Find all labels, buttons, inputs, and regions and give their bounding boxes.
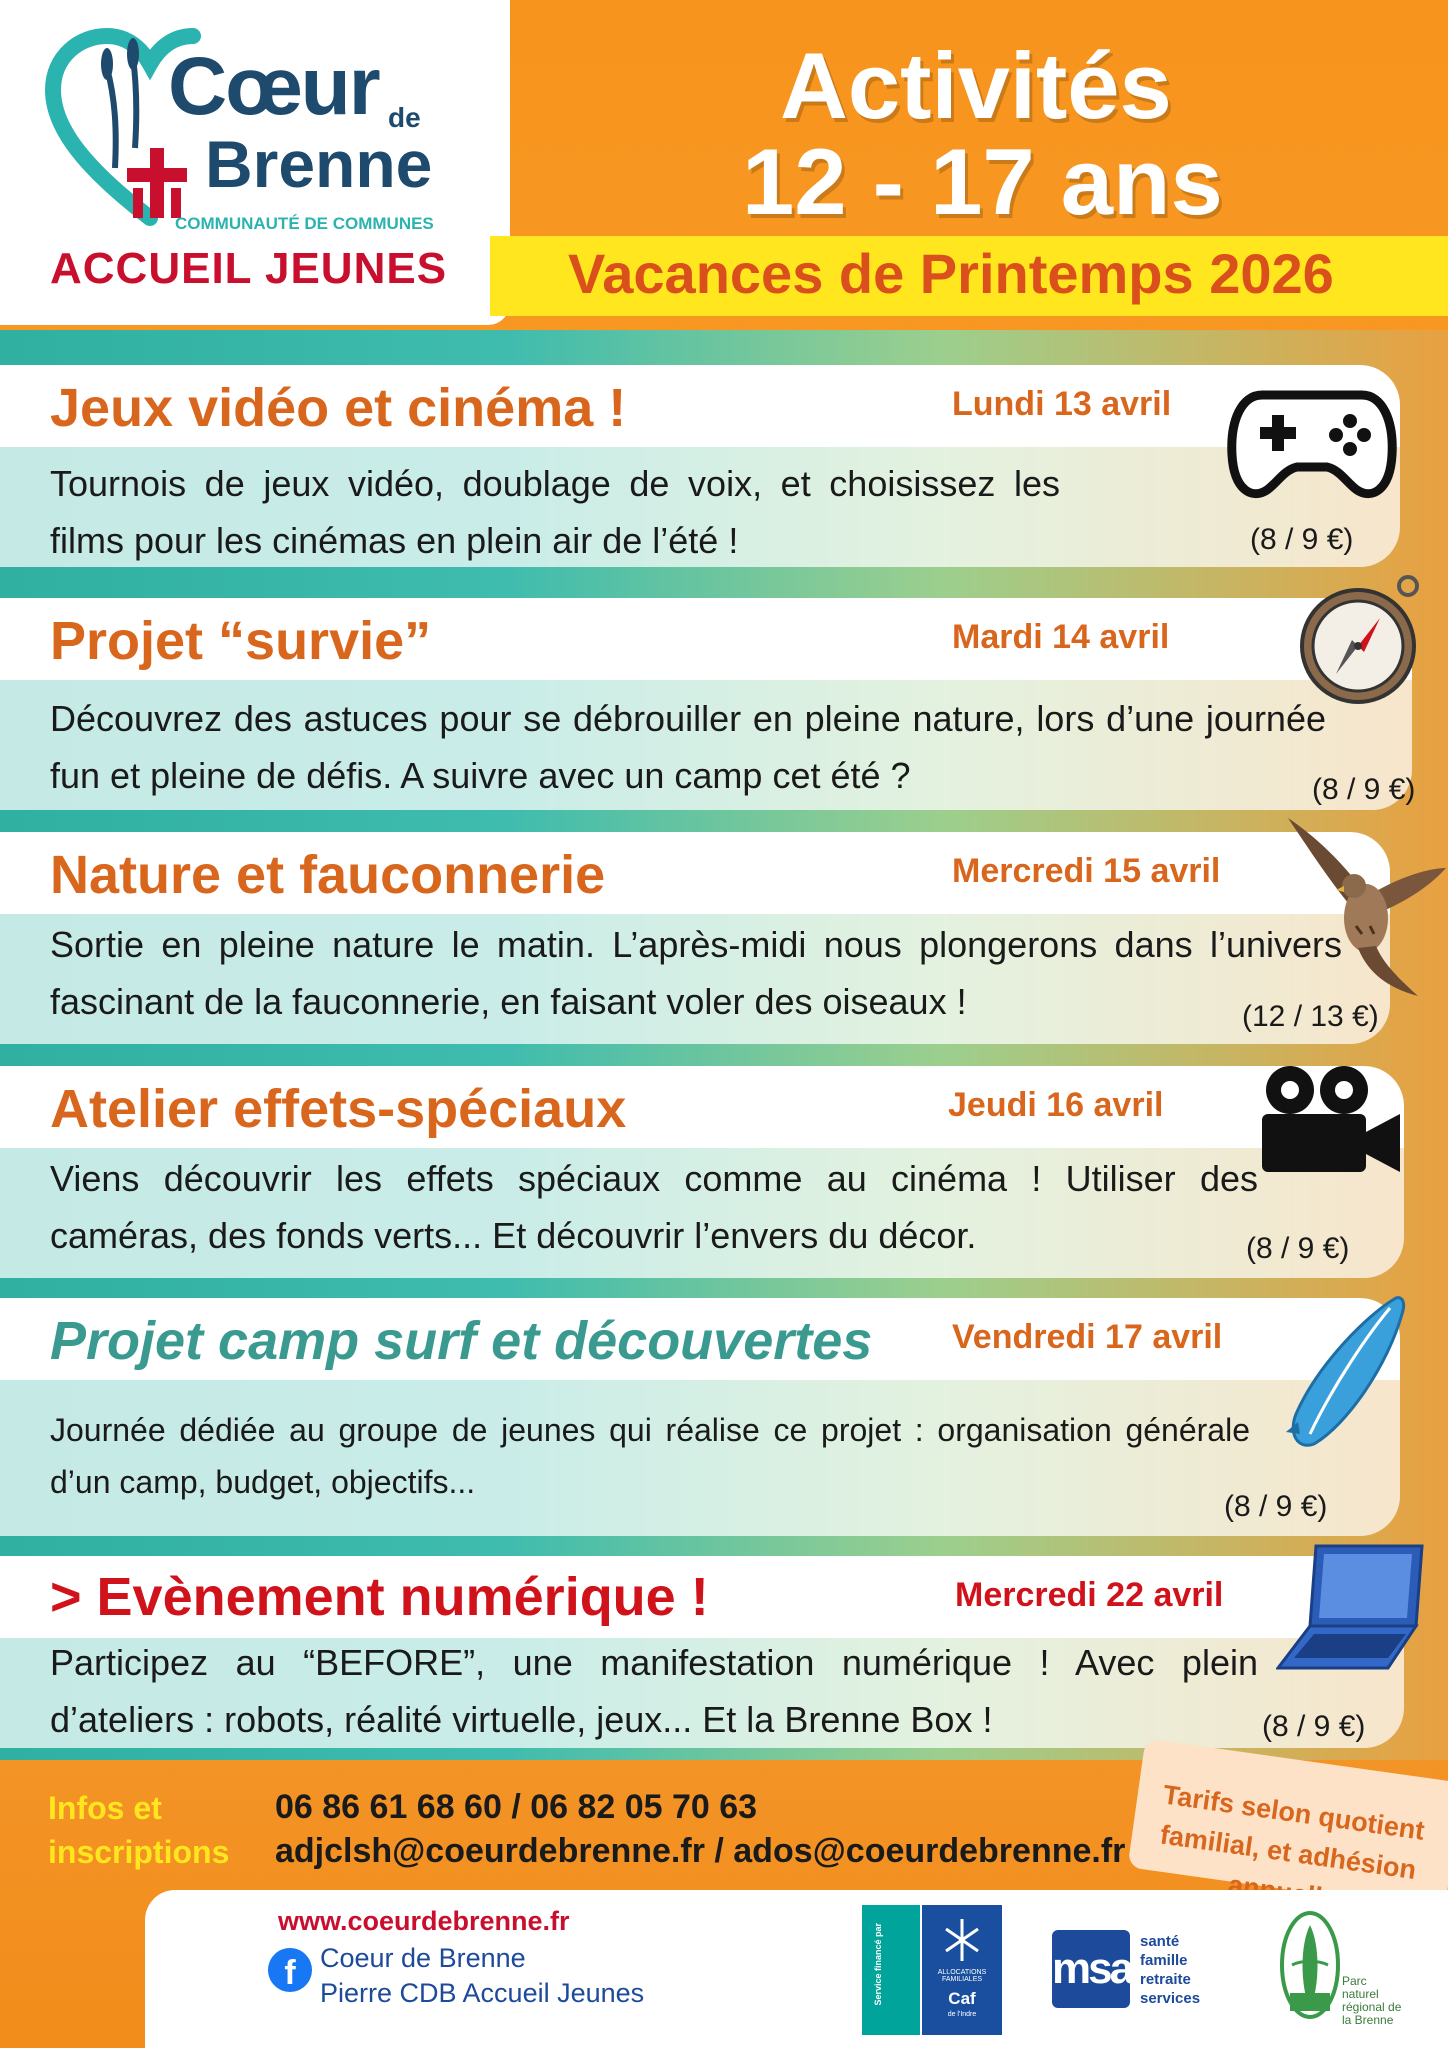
logo-panel (0, 0, 510, 325)
caf-snowflake-icon (942, 1915, 982, 1965)
activity-description: Tournois de jeux vidéo, doublage de voix, et choisissez les films pour les cinémas en plein air de l’été ! (50, 463, 1060, 561)
age-range-title: 12 - 17 ans (742, 129, 1223, 234)
logo-accueil-jeunes: ACCUEIL JEUNES (50, 244, 448, 293)
activity-price: (8 / 9 €) (1224, 1490, 1328, 1523)
activity-title: Projet camp surf et découvertes (50, 1311, 873, 1371)
info-label-line2: inscriptions (48, 1834, 230, 1870)
msa-logo (1052, 1930, 1232, 2010)
activity-date: Mercredi 22 avril (955, 1576, 1224, 1614)
activity-title: Jeux vidéo et cinéma ! (50, 378, 627, 438)
caf-side-text: Service financé par (873, 1923, 883, 2006)
activity-price: (8 / 9 €) (1246, 1232, 1350, 1265)
falcon-icon (1278, 808, 1448, 998)
facebook-icon: f (268, 1948, 312, 1992)
caf-subtitle: ALLOCATIONS FAMILIALES (937, 1969, 987, 1983)
surfboard-icon (1278, 1294, 1408, 1454)
facebook-profile-link[interactable]: Pierre CDB Accueil Jeunes (320, 1978, 645, 2008)
laptop-icon (1276, 1542, 1426, 1672)
logo-de-text: de (388, 102, 421, 133)
msa-mark: msa (1052, 1930, 1130, 2008)
activity-date: Jeudi 16 avril (948, 1086, 1164, 1124)
activity-title: > Evènement numérique ! (50, 1567, 709, 1627)
activity-description: Participez au “BEFORE”, une manifestation numérique ! Avec plein d’ateliers : robots, réalité virtuelle, jeux... Et la Brenne Box ! (50, 1642, 1258, 1740)
activity-date: Mercredi 15 avril (952, 852, 1221, 890)
logo-brenne-text: Brenne (205, 127, 433, 201)
page-subtitle: Vacances de Printemps 2026 (568, 242, 1334, 305)
activity-date: Vendredi 17 avril (952, 1318, 1223, 1356)
logo-communaute-text: COMMUNAUTÉ DE COMMUNES (175, 214, 434, 233)
logo-coeur-text: Cœur (168, 41, 379, 132)
parc-text: Parc naturel régional de la Brenne (1342, 1974, 1402, 2027)
compass-icon (1298, 566, 1428, 706)
caf-logo (862, 1905, 1002, 2035)
caf-name: Caf (948, 1989, 976, 2008)
activity-price: (8 / 9 €) (1262, 1710, 1366, 1743)
movie-camera-icon (1252, 1062, 1402, 1182)
caf-region: de l'Indre (947, 2011, 977, 2018)
activity-description: Sortie en pleine nature le matin. L’après-midi nous plongerons dans l’univers fascinant de la fauconnerie, en faisant voler des oiseaux ! (50, 924, 1342, 1022)
activity-date: Mardi 14 avril (952, 618, 1170, 656)
facebook-page-link[interactable]: Coeur de Brenne (320, 1943, 526, 1973)
activity-title: Projet “survie” (50, 611, 432, 671)
activity-date: Lundi 13 avril (952, 385, 1172, 423)
activity-price: (8 / 9 €) (1250, 523, 1354, 556)
info-label-line1: Infos et (48, 1790, 162, 1826)
activity-description: Découvrez des astuces pour se débrouiller en pleine nature, lors d’une journée fun et pleine de défis. A suivre avec un camp cet été ? (50, 698, 1326, 796)
activity-title: Nature et fauconnerie (50, 845, 606, 905)
email-addresses[interactable]: adjclsh@coeurdebrenne.fr / ados@coeurdebrenne.fr (275, 1832, 1126, 1870)
activity-description: Viens découvrir les effets spéciaux comme au cinéma ! Utiliser des caméras, des fonds verts... Et découvrir l’envers du décor. (50, 1158, 1258, 1256)
activity-description: Journée dédiée au groupe de jeunes qui réalise ce projet : organisation générale d’un camp, budget, objectifs... (50, 1412, 1250, 1500)
msa-text: santé famille retraite services (1140, 1933, 1201, 2007)
tarifs-note: Tarifs selon quotient familial, et adhésion (1158, 1779, 1427, 1886)
activity-price: (8 / 9 €) (1312, 773, 1416, 806)
website-link[interactable]: www.coeurdebrenne.fr (278, 1906, 570, 1936)
activity-title: Atelier effets-spéciaux (50, 1079, 627, 1139)
phone-numbers[interactable]: 06 86 61 68 60 / 06 82 05 70 63 (275, 1788, 758, 1826)
activity-price: (12 / 13 €) (1242, 1000, 1379, 1033)
gamepad-icon (1222, 365, 1402, 515)
page-title: Activités (780, 33, 1172, 138)
info-label (48, 1786, 229, 1874)
